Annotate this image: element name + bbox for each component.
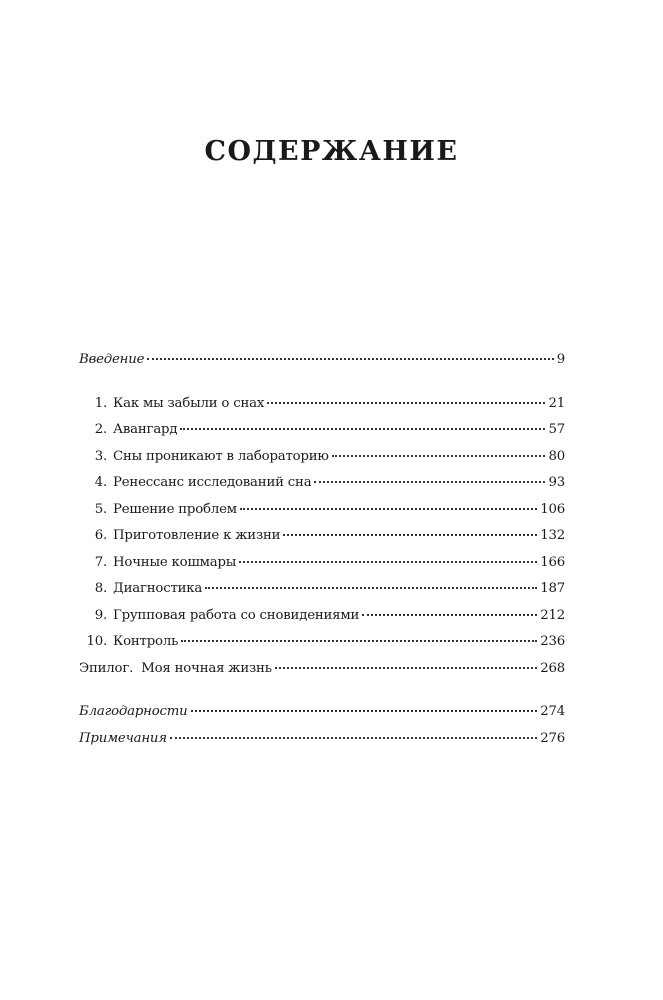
toc-entry-page: 212 (540, 607, 565, 623)
toc-entry-title: Диагностика (113, 581, 203, 596)
chapter-number: 3. (94, 448, 107, 464)
toc-entry-title: Сны проникают в лабораторию (113, 448, 329, 464)
toc-entry-page: 106 (540, 501, 565, 517)
toc-entry-page: 93 (548, 475, 565, 490)
toc-entry-page: 236 (540, 634, 565, 649)
toc-entry-chapter-7[interactable] (79, 555, 565, 582)
chapter-number: 7. (94, 554, 107, 570)
dot-leader (267, 402, 545, 404)
toc-entry-title: Благодарности (79, 704, 188, 719)
toc-entry-chapter-10[interactable] (79, 634, 565, 661)
toc-entry-chapter-2[interactable] (79, 422, 565, 449)
toc-entry-title: Введение (79, 352, 145, 367)
toc-entry-notes[interactable] (79, 731, 565, 758)
toc-entry-chapter-9[interactable] (79, 608, 565, 635)
dot-leader (332, 455, 546, 457)
toc-entry-title: Ренессанс исследований сна (113, 475, 312, 490)
toc-entry-page: 132 (540, 528, 565, 543)
dot-leader (170, 737, 537, 739)
chapter-number: 6. (94, 528, 107, 543)
chapter-number: 4. (94, 475, 107, 490)
toc-entry-title: Эпилог. Моя ночная жизнь (79, 660, 272, 676)
dot-leader (181, 640, 537, 642)
dot-leader (362, 614, 537, 616)
chapter-number: 10. (86, 634, 107, 649)
toc-entry-chapter-6[interactable] (79, 528, 565, 555)
toc-entry-page: 276 (540, 730, 565, 746)
dot-leader (283, 534, 537, 536)
toc-entry-title: Авангард (113, 422, 178, 437)
toc-entry-introduction[interactable] (79, 352, 565, 379)
toc-entry-page: 21 (548, 395, 565, 411)
dot-leader (205, 587, 537, 589)
toc-entry-acknowledgements[interactable] (79, 704, 565, 731)
toc-entry-title: Как мы забыли о снах (113, 395, 265, 411)
toc-entry-page: 9 (556, 352, 565, 367)
chapter-number: 1. (94, 395, 107, 411)
toc-entry-chapter-8[interactable] (79, 581, 565, 608)
toc-entry-page: 166 (540, 554, 565, 570)
toc-entry-page: 268 (540, 660, 565, 676)
page-title: СОДЕРЖАНИЕ (204, 136, 459, 167)
toc-entry-chapter-4[interactable] (79, 475, 565, 502)
toc-entry-page: 80 (548, 448, 565, 464)
toc-entry-title: Контроль (113, 634, 179, 649)
toc-entry-chapter-1[interactable] (79, 396, 565, 423)
chapter-number: 2. (94, 422, 107, 437)
toc-entry-title: Ночные кошмары (113, 554, 237, 570)
toc-entry-chapter-3[interactable] (79, 449, 565, 476)
table-of-contents (79, 352, 565, 757)
chapter-number: 8. (94, 581, 107, 596)
toc-entry-epilogue[interactable] (79, 661, 565, 688)
toc-entry-title: Примечания (79, 730, 167, 746)
toc-entry-chapter-5[interactable] (79, 502, 565, 529)
dot-leader (314, 481, 545, 483)
dot-leader (240, 508, 537, 510)
dot-leader (191, 710, 538, 712)
dot-leader (147, 358, 553, 360)
toc-entry-title: Приготовление к жизни (113, 528, 281, 543)
chapter-number: 5. (94, 501, 107, 517)
dot-leader (275, 667, 537, 669)
toc-entry-page: 274 (540, 704, 565, 719)
toc-entry-page: 187 (540, 581, 565, 596)
toc-entry-title: Решение проблем (113, 501, 237, 517)
toc-entry-page: 57 (548, 422, 565, 437)
dot-leader (180, 428, 545, 430)
chapter-number: 9. (94, 607, 107, 623)
dot-leader (239, 561, 537, 563)
toc-entry-title: Групповая работа со сновидениями (113, 607, 360, 623)
